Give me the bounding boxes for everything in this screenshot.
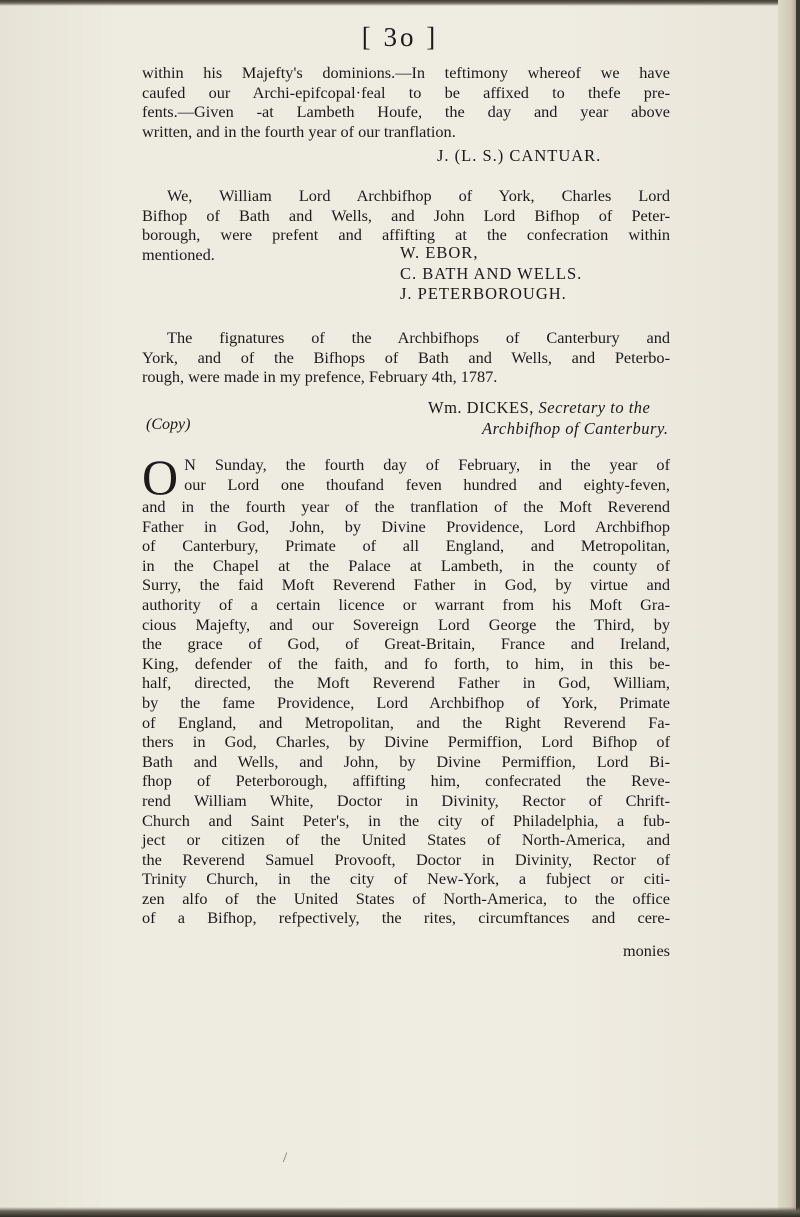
- text-line: Bifhop of Bath and Wells, and John Lord Bifhop of Peter-: [142, 205, 670, 225]
- text-line: fents.—Given -at Lambeth Houfe, the day and year above: [142, 102, 670, 122]
- bath-wells-signature: C. BATH AND WELLS.: [400, 264, 583, 283]
- text-line: of a Bifhop, refpectively, the rites, circumftances and cere-: [142, 908, 670, 928]
- secretary-title-1: Secretary to the: [538, 398, 651, 417]
- text-line: Father in God, John, by Divine Providence, Lord Archbifhop: [142, 516, 670, 536]
- copy-note: (Copy): [146, 416, 191, 433]
- text-line: written, and in the fourth year of our tranflation.: [142, 121, 456, 141]
- text-line: borough, were prefent and affifting at the confecration within: [142, 225, 670, 245]
- text-line: Bath and Wells, and John, by Divine Permiffion, Lord Bi-: [142, 751, 670, 771]
- secretary-name: Wm. DICKES,: [428, 398, 534, 417]
- text-line: rough, were made in my prefence, February 4th, 1787.: [142, 367, 498, 387]
- text-line: the grace of God, of Great-Britain, France and Ireland,: [142, 634, 670, 654]
- text-line: Church and Saint Peter's, in the city of Philadelphia, a fub-: [142, 810, 670, 830]
- paragraph-signatures-note: [142, 328, 670, 387]
- text-line: Surry, the faid Moft Reverend Father in God, by virtue and: [142, 575, 670, 595]
- text-line: half, directed, the Moft Reverend Father in God, William,: [142, 673, 670, 693]
- drop-cap: O: [142, 449, 179, 505]
- text-line: thers in God, Charles, by Divine Permiffion, Lord Bifhop of: [142, 732, 670, 752]
- page-right-edge: [778, 0, 800, 1217]
- stray-mark: /: [283, 1150, 288, 1166]
- page-top-edge: [0, 0, 800, 6]
- text-line: King, defender of the faith, and fo forth, to him, in this be-: [142, 653, 670, 673]
- paragraph-testimony: [142, 63, 670, 141]
- text-line: rend William White, Doctor in Divinity, Rector of Chrift-: [142, 790, 670, 810]
- ebor-signature: W. EBOR,: [400, 243, 479, 262]
- text-line: Trinity Church, in the city of New-York, a fubject or citi-: [142, 869, 670, 889]
- text-line: cious Majefty, and our Sovereign Lord George the Third, by: [142, 614, 670, 634]
- secretary-title-2: Archbifhop of Canterbury.: [482, 419, 669, 438]
- text-line: authority of a certain licence or warrant from his Moft Gra-: [142, 594, 670, 614]
- text-line: and in the fourth year of the tranflation of the Moft Reverend: [142, 497, 670, 516]
- text-line: N Sunday, the fourth day of February, in the year of: [184, 455, 670, 474]
- page-number: [ 3o ]: [361, 22, 439, 52]
- page-bottom-edge: [0, 1207, 800, 1217]
- cantuar-signature: J. (L. S.) CANTUAR.: [437, 146, 602, 165]
- text-line: of Canterbury, Primate of all England, and Metropolitan,: [142, 536, 670, 556]
- text-line: of England, and Metropolitan, and the Right Reverend Fa-: [142, 712, 670, 732]
- text-line: caufed our Archi-epifcopal·feal to be affixed to thefe pre-: [142, 82, 670, 102]
- text-line: the Reverend Samuel Provooft, Doctor in Divinity, Rector of: [142, 849, 670, 869]
- text-line: by the fame Providence, Lord Archbifhop of York, Primate: [142, 692, 670, 712]
- catchword: monies: [622, 941, 670, 960]
- text-line: The fignatures of the Archbifhops of Canterbury and: [167, 328, 670, 347]
- text-line: York, and of the Bifhops of Bath and Wells, and Peterbo-: [142, 347, 670, 367]
- text-line: within his Majefty's dominions.—In teftimony whereof we have: [142, 63, 670, 82]
- text-line: zen alfo of the United States of North-America, to the office: [142, 888, 670, 908]
- paragraph-consecration: [142, 449, 670, 928]
- text-line: mentioned.: [142, 244, 215, 264]
- text-line: our Lord one thoufand feven hundred and eighty-feven,: [184, 474, 670, 494]
- text-line: fhop of Peterborough, affifting him, confecrated the Reve-: [142, 771, 670, 791]
- text-line: in the Chapel at the Palace at Lambeth, in the county of: [142, 555, 670, 575]
- peterborough-signature: J. PETERBOROUGH.: [400, 284, 567, 303]
- text-line: We, William Lord Archbifhop of York, Charles Lord: [167, 186, 670, 205]
- secretary-signature: [428, 398, 650, 418]
- text-line: ject or citizen of the United States of North-America, and: [142, 830, 670, 850]
